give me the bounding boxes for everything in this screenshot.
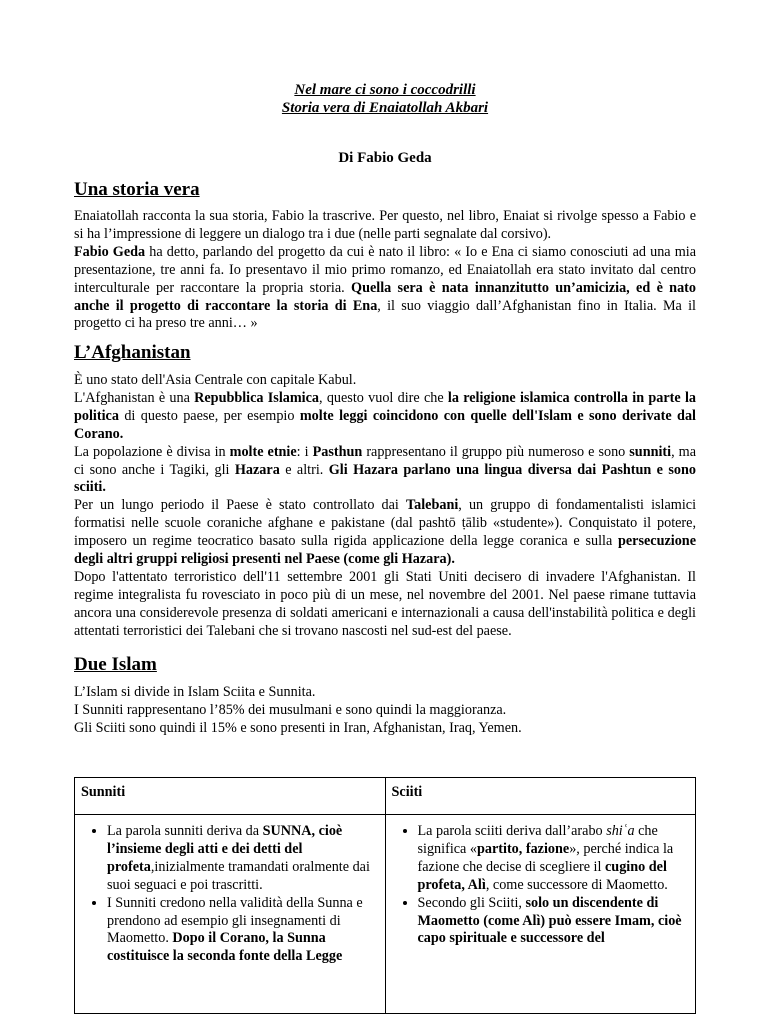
sci1-b: che significa «	[417, 823, 658, 857]
afg2-b2: la religione islamica controlla in parte la politica	[74, 389, 696, 424]
section-due-islam-body	[74, 684, 696, 738]
fabio-geda-name: Fabio Geda	[74, 243, 146, 260]
list-item	[107, 895, 379, 967]
afg3-b1: molte etnie	[229, 443, 297, 460]
afg3-b3: sunniti	[629, 443, 672, 460]
afg3-b5: Gli Hazara parlano una lingua diversa dai Pashtun e sono sciiti.	[74, 461, 696, 496]
list-item	[418, 823, 690, 895]
table-header-row	[75, 778, 696, 815]
storia-text-b: , il suo viaggio dall’Afghanistan fino in Italia. Ma il progetto ci ha preso tre anni… »	[74, 297, 696, 332]
sci1-d: », perché indica la fazione che decise di scegliere il	[417, 840, 674, 875]
sci1-italic: shiʿa	[606, 823, 635, 839]
sciiti-list	[392, 823, 690, 948]
sci1-f: , come successore di Maometto.	[485, 876, 668, 893]
author-line: Di Fabio Geda	[338, 150, 432, 166]
afg3-b4: Hazara	[234, 461, 280, 478]
sci2-b: solo un discendente di Maometto (come Alì) può essere Imam, cioè capo spirituale e successore del	[417, 894, 682, 947]
afg3-c: : i	[296, 443, 313, 460]
storia-paragraph-1: Enaiatollah racconta la sua storia, Fabio la trascrive. Per questo, nel libro, Enaiat si rivolge spesso a Fabio e si ha l’impressione di leggere un dialogo tra i due (nelle parti segnalate dal corsivo).	[74, 208, 696, 242]
sci1-a: La parola sciiti deriva dall’arabo	[417, 823, 607, 839]
afg4-b2: persecuzione degli altri gruppi religiosi presenti nel Paese (come gli Hazara).	[74, 533, 696, 568]
sun1-b: SUNNA, cioè l’insieme degli atti e dei detti del profeta	[107, 823, 343, 875]
afg2-b1: Repubblica Islamica	[194, 389, 320, 406]
sun1-a: La parola sunniti deriva da	[107, 823, 263, 839]
afg4-b1: Talebani	[405, 497, 459, 514]
sci1-e: cugino del profeta, Alì	[417, 858, 667, 893]
islam-line-2: I Sunniti rappresentano l’85% dei musulmani e sono quindi la maggioranza.	[74, 701, 507, 718]
afg4-a: Per un lungo periodo il Paese è stato controllato dai	[74, 497, 406, 514]
afg-paragraph-3	[74, 444, 696, 498]
sun1-c: ,inizialmente tramandati oralmente dai suoi seguaci e poi trascritti.	[107, 858, 370, 893]
title-line-2: Storia vera di Enaiatollah Akbari	[281, 100, 489, 116]
afg-line-1: È uno stato dell'Asia Centrale con capitale Kabul.	[74, 372, 357, 388]
islam-line-1: L’Islam si divide in Islam Sciita e Sunnita.	[74, 684, 316, 700]
afg4-c: , un gruppo di fondamentalisti islamici formatisi nelle scuole coraniche afghane e pakistane (dal pashtō ṭālib «studente»). Conquistato il potere, imposero un regime teocratico basato sulla rigida applicazione della legge coranica e sulla	[74, 497, 697, 550]
afg3-d: rappresentano il gruppo più numeroso e sono	[362, 443, 630, 460]
header-sunniti: Sunniti	[75, 778, 386, 815]
storia-paragraph-2	[74, 244, 696, 334]
afg2-d: di questo paese, per esempio	[118, 407, 300, 424]
afg-paragraph-4	[74, 497, 696, 569]
afg-paragraph-2	[74, 390, 696, 444]
cell-sciiti	[385, 815, 696, 1014]
header-sciiti: Sciiti	[385, 778, 696, 815]
afg-paragraph-5: Dopo l'attentato terroristico dell'11 settembre 2001 gli Stati Uniti decisero di invadere l'Afghanistan. Il regime integralista fu rovesciato in poco più di un mese, nel novembre del 2001. Nel paese rimane tuttavia ancora una considerevole presenza di soldati americani e internazionali a causa dell'instabilità politica e degli attentati terroristici dei Talebani che si trovano nascosti nel sud-est del paese.	[74, 568, 696, 639]
islam-line-3: Gli Sciiti sono quindi il 15% e sono presenti in Iran, Afghanistan, Iraq, Yemen.	[74, 719, 522, 736]
sun2-a: I Sunniti credono nella validità della Sunna e prendono ad esempio gli insegnamenti di Maometto.	[107, 894, 363, 947]
afg3-b2: Pasthun	[312, 443, 363, 460]
storia-bold: Quella sera è nata innanzitutto un’amicizia, ed è nato anche il progetto di raccontare la storia di Ena	[74, 279, 696, 314]
afg3-f: e altri.	[279, 461, 329, 478]
table-row	[75, 815, 696, 1014]
heading-due-islam: Due Islam	[74, 654, 157, 675]
cell-sunniti	[75, 815, 386, 1014]
afg3-e: , ma ci sono anche i Tagiki, gli	[74, 443, 696, 478]
section-storia-vera-body	[74, 208, 696, 333]
heading-una-storia-vera: Una storia vera	[74, 179, 200, 200]
list-item	[107, 823, 379, 895]
afg3-a: La popolazione è divisa in	[74, 443, 230, 460]
afg2-b3: molte leggi coincidono con quelle dell'Islam e sono derivate dal Corano.	[74, 407, 696, 442]
sci2-a: Secondo gli Sciiti,	[417, 894, 526, 911]
heading-afghanistan: L’Afghanistan	[74, 342, 191, 363]
sunniti-list	[81, 823, 379, 966]
afg2-c: , questo vuol dire che	[319, 389, 448, 406]
afg2-a: L'Afghanistan è una	[74, 389, 195, 406]
sci1-c: partito, fazione	[477, 840, 570, 857]
list-item	[418, 895, 690, 949]
comparison-table	[74, 777, 696, 1014]
document-title	[74, 81, 696, 117]
sun2-b: Dopo il Corano, la Sunna costituisce la seconda fonte della Legge	[107, 930, 343, 965]
title-line-1: Nel mare ci sono i coccodrilli	[294, 82, 476, 98]
storia-text-a: ha detto, parlando del progetto da cui è nato il libro: « Io e Ena ci siamo conosciuti ad una mia presentazione, tre anni fa. Io presentavo il mio primo romanzo, ed Enaiatollah era stato invitato dal centro interculturale per raccontare la propria storia.	[74, 243, 696, 296]
section-afghanistan-body	[74, 372, 696, 641]
